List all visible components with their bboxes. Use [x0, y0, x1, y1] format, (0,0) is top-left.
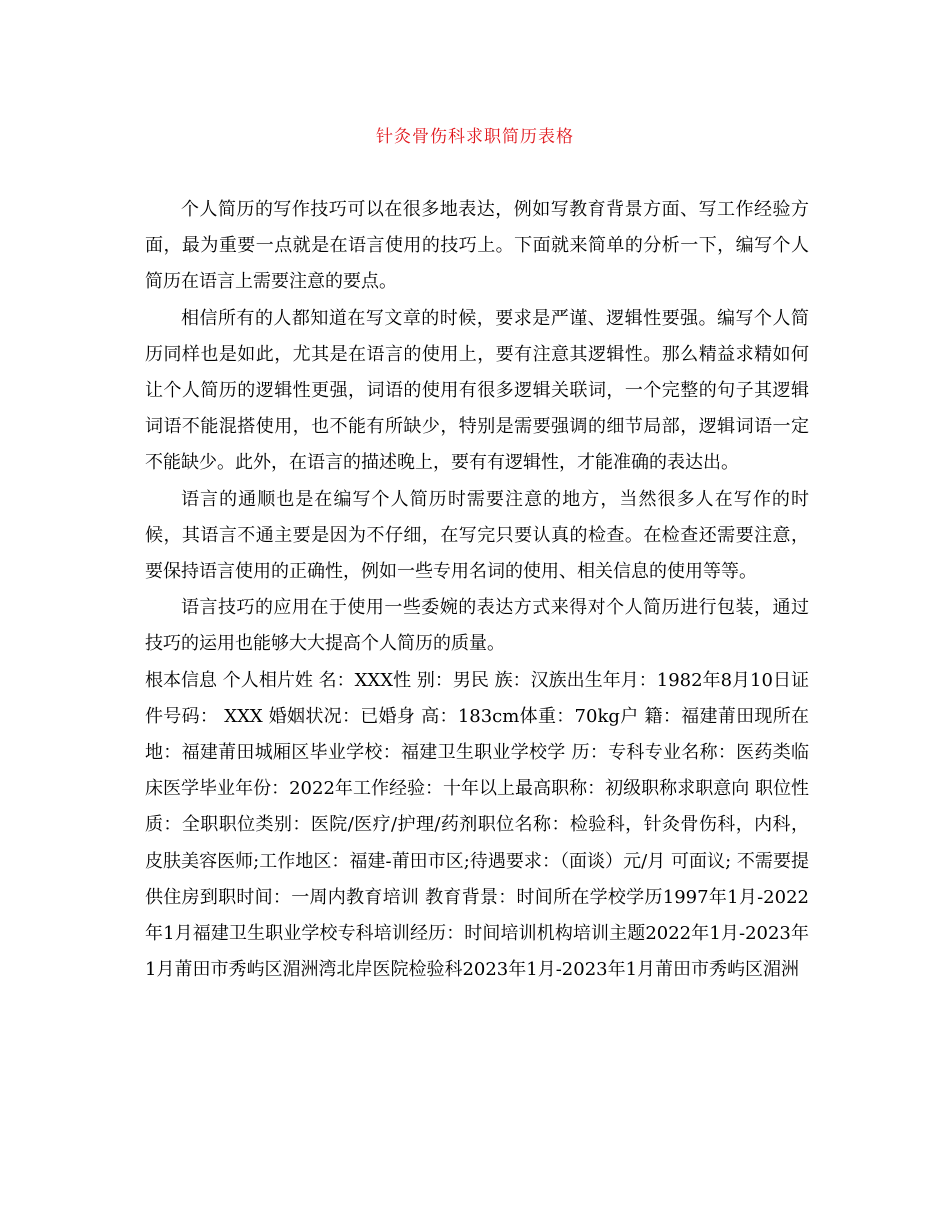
document-body [145, 192, 809, 988]
paragraph-writing-skills: 个人简历的写作技巧可以在很多地表达，例如写教育背景方面、写工作经验方面，最为重要一点就是在语言使用的技巧上。下面就来简单的分析一下，编写个人简历在语言上需要注意的要点。 [145, 199, 809, 293]
paragraph-fluency: 语言的通顺也是在编写个人简历时需要注意的地方，当然很多人在写作的时候，其语言不通主要是因为不仔细，在写完只要认真的检查。在检查还需要注意，要保持语言使用的正确性，例如一些专用名词的使用、相关信息的使用等等。 [145, 488, 809, 583]
resume-info-block: 根本信息 个人相片姓 名：XXX性 别：男民 族：汉族出生年月：1982年8月10日证件号码： XXX 婚姻状况：已婚身 高：183cm体重：70kg户 籍：福建莆田现所在地：福建莆田城厢区毕业学校：福建卫生职业学校学 历：专科专业名称：医药类临床医学毕业年份：2022年工作经验：十年以上最高职称：初级职称求职意向 职位性质：全职职位类别：医院/医疗/护理/药剂职位名称：检验科，针灸骨伤科，内科，皮肤美容医师;工作地区：福建-莆田市区;待遇要求：（面谈）元/月 可面议; 不需要提供住房到职时间：一周内教育培训 教育背景：时间所在学校学历1997年1月-2022年1月福建卫生职业学校专科培训经历：时间培训机构培训主题2022年1月-2023年1月莆田市秀屿区湄洲湾北岸医院检验科2023年1月-2023年1月莆田市秀屿区湄洲 [145, 669, 809, 981]
paragraph-logic: 相信所有的人都知道在写文章的时候，要求是严谨、逻辑性要强。编写个人简历同样也是如此，尤其是在语言的使用上，要有注意其逻辑性。那么精益求精如何让个人简历的逻辑性更强，词语的使用有很多逻辑关联词，一个完整的句子其逻辑词语不能混搭使用，也不能有所缺少，特别是需要强调的细节局部，逻辑词语一定不能缺少。此外，在语言的描述晚上，要有有逻辑性，才能准确的表达出。 [145, 307, 809, 474]
document-title: 针灸骨伤科求职简历表格 [376, 127, 574, 147]
paragraph-language-skills: 语言技巧的应用在于使用一些委婉的表达方式来得对个人简历进行包装，通过技巧的运用也能够大大提高个人简历的质量。 [145, 597, 809, 655]
